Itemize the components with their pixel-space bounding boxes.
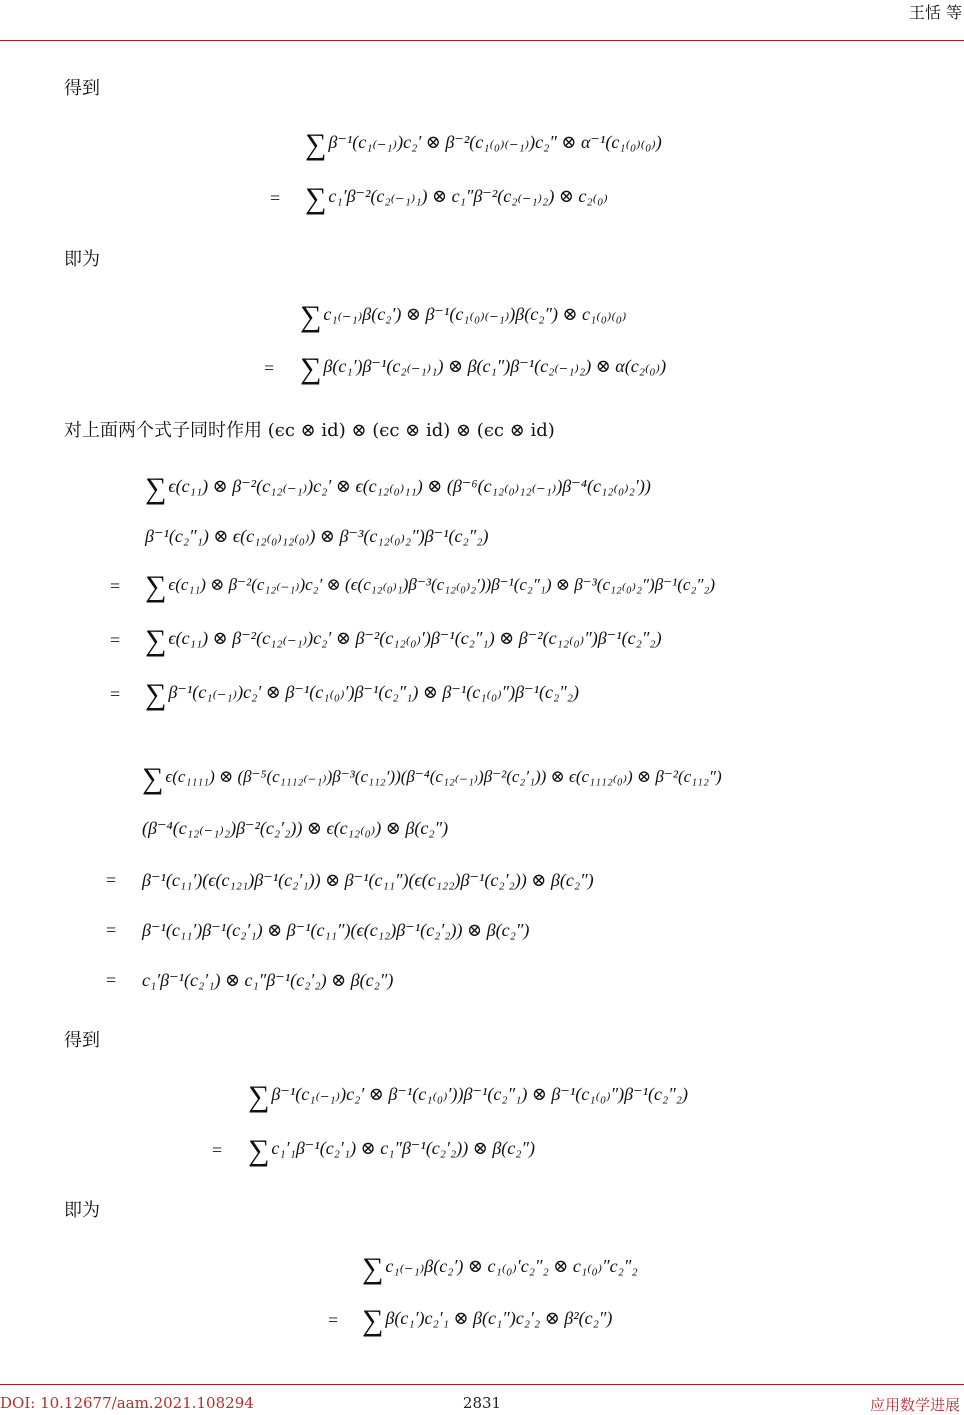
equation-b2 — [300, 352, 666, 386]
equals-sign: = — [270, 188, 281, 208]
sum-symbol: ∑ — [300, 300, 322, 333]
eq-d1-text: ϵ(c₁₁₁₁) ⊗ (β⁻⁵(c₁₁₁₂₍₋₁₎)β⁻³(c₁₁₂′))(β⁻⁴(c₁₂₍₋₁₎)β⁻²(c₂′₁)) ⊗ ϵ(c₁₁₁₂₍₀₎) ⊗ β⁻²(c₁₁₂″) — [165, 767, 722, 786]
sum-symbol: ∑ — [145, 678, 167, 711]
eq-f2-text: β(c₁′)c₂′₁ ⊗ β(c₁″)c₂′₂ ⊗ β²(c₂″) — [385, 1308, 613, 1328]
equation-d1 — [142, 762, 722, 796]
eq-c3-text: ϵ(c₁₁) ⊗ β⁻²(c₁₂₍₋₁₎)c₂′ ⊗ (ϵ(c₁₂₍₀₎₁)β⁻³(c₁₂₍₀₎₂′))β⁻¹(c₂″₁) ⊗ β⁻³(c₁₂₍₀₎₂″)β⁻¹(c₂″₂) — [168, 575, 716, 594]
equals-sign: = — [106, 870, 117, 890]
eq-b2-text: β(c₁′)β⁻¹(c₂₍₋₁₎₁) ⊗ β(c₁″)β⁻¹(c₂₍₋₁₎₂) ⊗ α(c₂₍₀₎) — [323, 356, 667, 376]
equals-sign: = — [110, 684, 121, 704]
doi-link[interactable]: DOI: 10.12677/aam.2021.108294 — [0, 1394, 254, 1412]
sum-symbol: ∑ — [305, 182, 327, 215]
sum-symbol: ∑ — [248, 1080, 270, 1113]
eq-b1-text: c₁₍₋₁₎β(c₂′) ⊗ β⁻¹(c₁₍₀₎₍₋₁₎)β(c₂″) ⊗ c₁₍₀₎₍₀₎ — [323, 304, 627, 324]
equation-c4 — [145, 624, 662, 658]
sum-symbol: ∑ — [145, 570, 167, 603]
eq-c4-text: ϵ(c₁₁) ⊗ β⁻²(c₁₂₍₋₁₎)c₂′ ⊗ β⁻²(c₁₂₍₀₎′)β⁻¹(c₂″₁) ⊗ β⁻²(c₁₂₍₀₎″)β⁻¹(c₂″₂) — [168, 628, 662, 648]
equals-sign: = — [212, 1140, 223, 1160]
sum-symbol: ∑ — [142, 762, 164, 795]
equals-sign: = — [110, 576, 121, 596]
equation-a1 — [305, 128, 662, 162]
equals-sign: = — [106, 920, 117, 940]
equation-c5 — [145, 678, 579, 712]
sum-symbol: ∑ — [305, 128, 327, 161]
sum-symbol: ∑ — [145, 472, 167, 505]
eq-e2-text: c₁′₁β⁻¹(c₂′₁) ⊗ c₁″β⁻¹(c₂′₂)) ⊗ β(c₂″) — [271, 1138, 536, 1158]
equation-d2: (β⁻⁴(c₁₂₍₋₁₎₂)β⁻²(c₂′₂)) ⊗ ϵ(c₁₂₍₀₎) ⊗ β(c₂″) — [142, 818, 449, 838]
equation-d5: c₁′β⁻¹(c₂′₁) ⊗ c₁″β⁻¹(c₂′₂) ⊗ β(c₂″) — [142, 970, 394, 990]
equation-f2 — [362, 1304, 612, 1338]
equation-b1 — [300, 300, 626, 334]
text-apply: 对上面两个式子同时作用 (ϵc ⊗ id) ⊗ (ϵc ⊗ id) ⊗ (ϵc ⊗ id) — [64, 420, 555, 441]
equation-a2 — [305, 182, 608, 216]
page-number: 2831 — [462, 1394, 502, 1412]
header-rule — [0, 40, 964, 41]
eq-c5-text: β⁻¹(c₁₍₋₁₎)c₂′ ⊗ β⁻¹(c₁₍₀₎′)β⁻¹(c₂″₁) ⊗ β⁻¹(c₁₍₀₎″)β⁻¹(c₂″₂) — [168, 682, 579, 702]
text-obtain-2: 得到 — [64, 1030, 100, 1051]
equation-c2: β⁻¹(c₂″₁) ⊗ ϵ(c₁₂₍₀₎₁₂₍₀₎) ⊗ β⁻³(c₁₂₍₀₎₂″)β⁻¹(c₂″₂) — [145, 526, 489, 546]
text-namely-1: 即为 — [64, 249, 100, 270]
equals-sign: = — [264, 358, 275, 378]
sum-symbol: ∑ — [362, 1304, 384, 1337]
eq-a1-text: β⁻¹(c₁₍₋₁₎)c₂′ ⊗ β⁻²(c₁₍₀₎₍₋₁₎)c₂″ ⊗ α⁻¹(c₁₍₀₎₍₀₎) — [328, 132, 662, 152]
equals-sign: = — [106, 970, 117, 990]
sum-symbol: ∑ — [300, 352, 322, 385]
equation-f1 — [362, 1252, 638, 1286]
equation-c3 — [145, 570, 715, 604]
journal-name: 应用数学进展 — [869, 1396, 960, 1414]
equation-d3: β⁻¹(c₁₁′)(ϵ(c₁₂₁)β⁻¹(c₂′₁)) ⊗ β⁻¹(c₁₁″)(ϵ(c₁₂₂)β⁻¹(c₂′₂)) ⊗ β(c₂″) — [142, 870, 594, 890]
eq-a2-text: c₁′β⁻²(c₂₍₋₁₎₁) ⊗ c₁″β⁻²(c₂₍₋₁₎₂) ⊗ c₂₍₀₎ — [328, 186, 608, 206]
equation-d4: β⁻¹(c₁₁′)β⁻¹(c₂′₁) ⊗ β⁻¹(c₁₁″)(ϵ(c₁₂)β⁻¹(c₂′₂)) ⊗ β(c₂″) — [142, 920, 530, 940]
text-namely-2: 即为 — [64, 1200, 100, 1221]
eq-c1-text: ϵ(c₁₁) ⊗ β⁻²(c₁₂₍₋₁₎)c₂′ ⊗ ϵ(c₁₂₍₀₎₁₁) ⊗ (β⁻⁶(c₁₂₍₀₎₁₂₍₋₁₎)β⁻⁴(c₁₂₍₀₎₂′)) — [168, 476, 651, 496]
eq-f1-text: c₁₍₋₁₎β(c₂′) ⊗ c₁₍₀₎′c₂″₂ ⊗ c₁₍₀₎″c₂″₂ — [385, 1256, 638, 1276]
equation-e2 — [248, 1134, 535, 1168]
sum-symbol: ∑ — [145, 624, 167, 657]
sum-symbol: ∑ — [362, 1252, 384, 1285]
eq-e1-text: β⁻¹(c₁₍₋₁₎)c₂′ ⊗ β⁻¹(c₁₍₀₎′))β⁻¹(c₂″₁) ⊗ β⁻¹(c₁₍₀₎″)β⁻¹(c₂″₂) — [271, 1084, 688, 1104]
text-obtain-1: 得到 — [64, 78, 100, 99]
equals-sign: = — [328, 1310, 339, 1330]
equation-e1 — [248, 1080, 688, 1114]
sum-symbol: ∑ — [248, 1134, 270, 1167]
running-header: 王恬 等 — [908, 3, 962, 22]
equation-c1 — [145, 472, 651, 506]
footer-rule — [0, 1384, 964, 1385]
equals-sign: = — [110, 630, 121, 650]
